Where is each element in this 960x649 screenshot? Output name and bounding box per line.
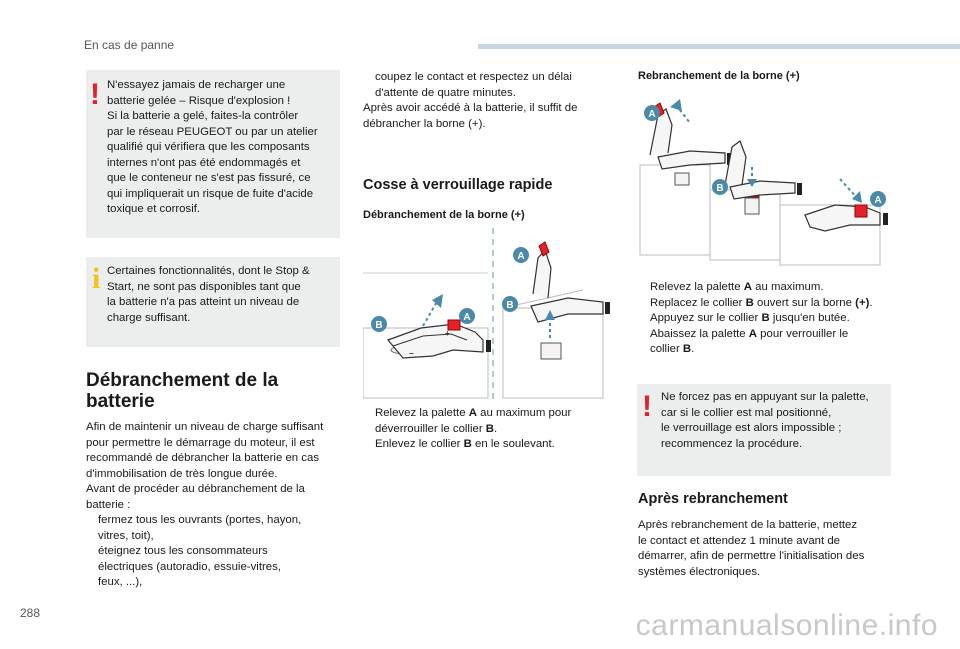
- svg-text:A: A: [648, 109, 656, 120]
- list-item: éteignez tous les consommateurs: [98, 545, 268, 557]
- list-item: Enlevez le collier B en le soulevant.: [375, 438, 555, 450]
- warning-box-frozen: [86, 70, 340, 238]
- info-box-stop-start: [86, 257, 340, 347]
- svg-text:−: −: [409, 349, 414, 358]
- svg-text:A: A: [874, 195, 882, 206]
- svg-text:A: A: [517, 251, 525, 262]
- header-bar: [478, 44, 960, 49]
- disconnect-title-2: batterie: [86, 391, 155, 412]
- replug-subtitle: Rebranchement de la borne (+): [638, 70, 800, 82]
- list-item: fermez tous les ouvrants (portes, hayon,: [98, 514, 302, 526]
- warning-text: Ne forcez pas en appuyant sur la palette, car si le collier est mal positionné, le verrouillage est alors impossible ; recommencez la procédure.: [661, 391, 869, 450]
- warning-box-force: [637, 384, 891, 476]
- svg-text:B: B: [506, 300, 514, 311]
- disconnect-body: Afin de maintenir un niveau de charge suffisant pour permettre le démarrage du moteur, il est recommandé de débrancher la batterie en cas d'immobilisation de très longue durée. Avant de procéder au débranchement de la batterie : fermez tous les ouvrants (portes, hayon, vitres, toit), éteignez tous les consommateurs électriques (autoradio, essuie-vitres, feux, ...),: [86, 420, 342, 591]
- info-text: Certaines fonctionnalités, dont le Stop & Start, ne sont pas disponibles tant que la batterie n'a pas atteint un niveau de charge suffisant.: [107, 265, 310, 324]
- list-item: Replacez le collier B ouvert sur la borne (+).: [650, 296, 873, 309]
- reconnect-figure: [630, 95, 890, 267]
- disconnect-title-1: Débranchement de la: [86, 370, 279, 391]
- svg-text:B: B: [375, 320, 383, 331]
- quick-lock-title: Cosse à verrouillage rapide: [363, 177, 553, 193]
- section-title: En cas de panne: [84, 38, 175, 52]
- svg-text:A: A: [463, 312, 471, 323]
- info-icon: i: [92, 262, 101, 295]
- list-item: Abaissez la palette A pour verrouiller le: [650, 327, 849, 340]
- disconnect-figure: [363, 228, 613, 400]
- list-item: Appuyez sur le collier B jusqu'en butée.: [650, 312, 850, 324]
- disconnect-heading: [86, 370, 340, 412]
- watermark: carmanualsonline.info: [635, 609, 938, 642]
- svg-text:+: +: [445, 329, 450, 338]
- svg-text:B: B: [716, 183, 724, 194]
- unplug-subtitle: Débranchement de la borne (+): [363, 209, 525, 221]
- unplug-steps: Relevez la palette A au maximum pour déverrouiller le collier B. Enlevez le collier B en le soulevant.: [363, 406, 613, 453]
- warning-icon: !: [642, 390, 652, 423]
- after-replug-title: Après rebranchement: [638, 491, 788, 507]
- list-item: Relevez la palette A au maximum.: [650, 281, 824, 293]
- col2-top: coupez le contact et respectez un délai d'attente de quatre minutes. Après avoir accédé à la batterie, il suffit de débrancher la borne (+).: [363, 70, 613, 132]
- after-replug-body: Après rebranchement de la batterie, mettez le contact et attendez 1 minute avant de démarrer, afin de permettre l'initialisation des systèmes électroniques.: [638, 519, 865, 578]
- warning-text: N'essayez jamais de recharger une batterie gelée – Risque d'explosion ! Si la batterie a gelé, faites-la contrôler par le réseau PEUGEOT ou par un atelier qualifié qui vérifiera que les composants internes n'ont pas été endommagés et que le conteneur ne s'est pas fissuré, ce qui impliquerait un risque de fuite d'acide toxique et corrosif.: [107, 79, 318, 215]
- replug-steps: Relevez la palette A au maximum. Replacez le collier B ouvert sur la borne (+). Appuyez sur le collier B jusqu'en butée. Abaissez la palette A pour verrouiller le collier B.: [638, 280, 898, 358]
- warning-icon: !: [90, 78, 100, 111]
- list-item: Relevez la palette A au maximum pour: [375, 407, 572, 419]
- page-number: 288: [20, 606, 41, 620]
- list-item: coupez le contact et respectez un délai: [375, 71, 572, 83]
